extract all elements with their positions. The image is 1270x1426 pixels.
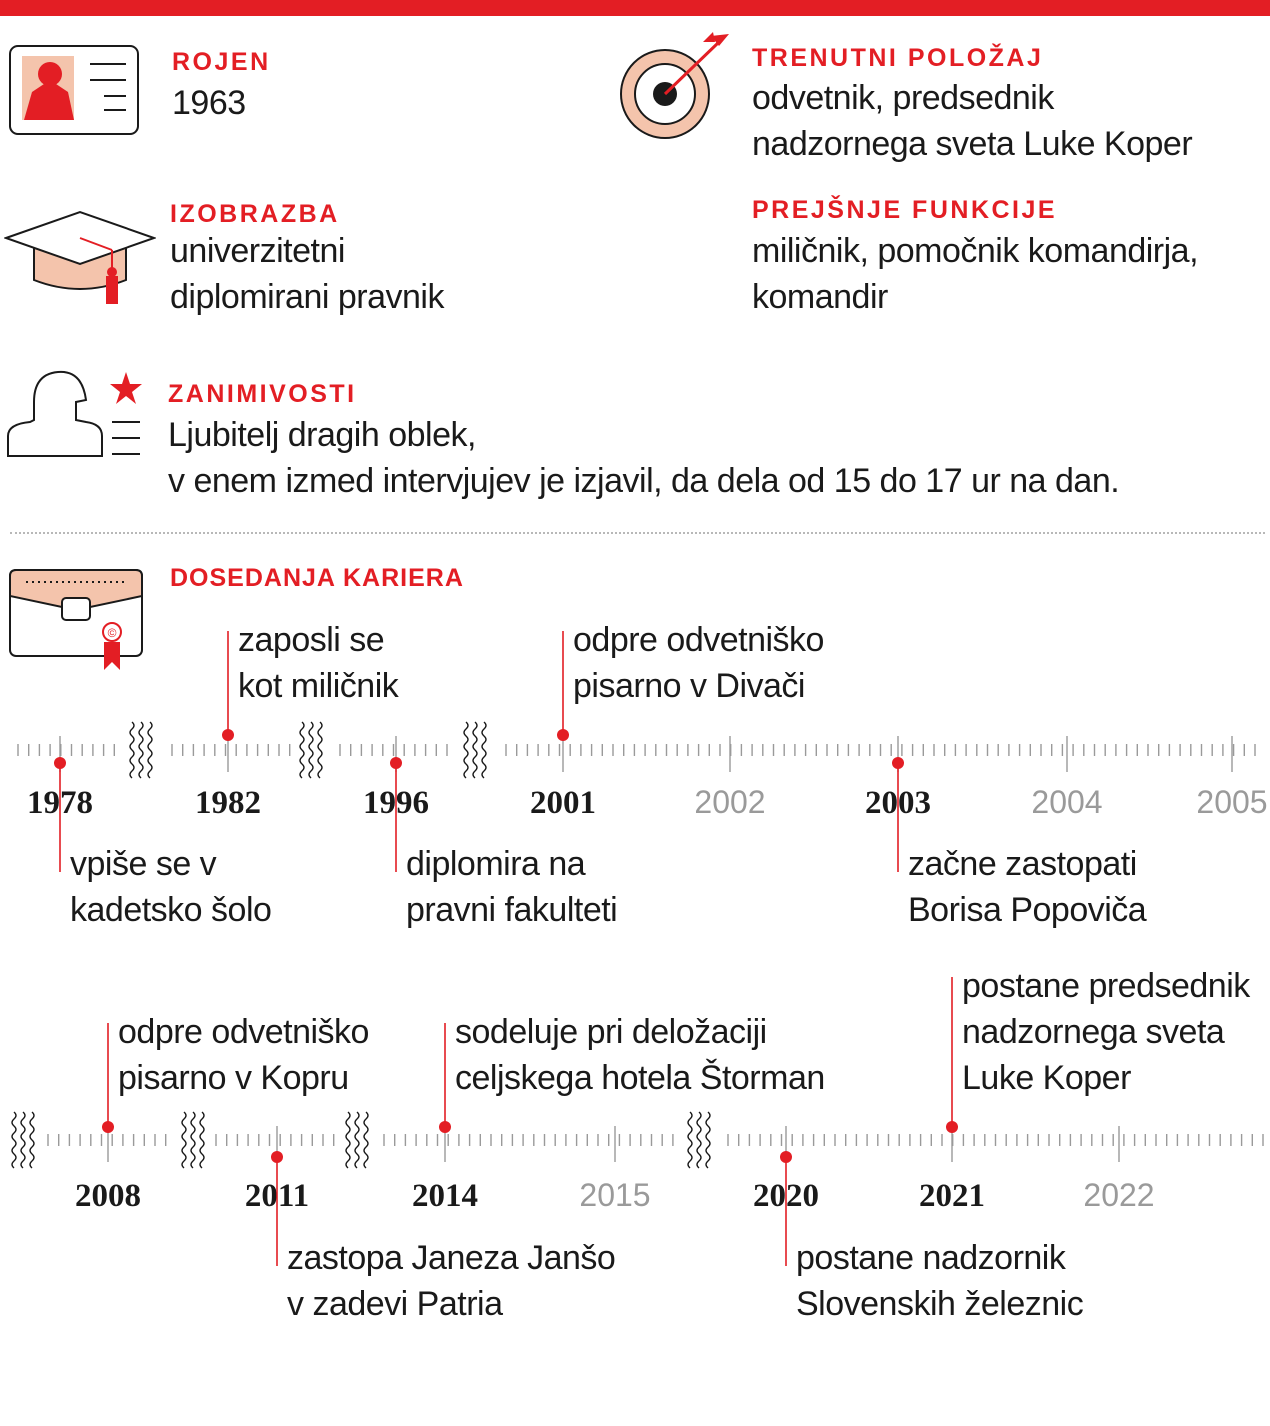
position-line-1: odvetnik, predsednik xyxy=(752,79,1054,117)
event-text-2008: odpre odvetniško xyxy=(118,1013,369,1051)
event-text-2021: postane predsednik xyxy=(962,967,1250,1005)
year-label-2008: 2008 xyxy=(75,1178,141,1214)
event-text-1996: pravni fakulteti xyxy=(406,891,618,929)
year-label-2005: 2005 xyxy=(1196,784,1268,820)
position-line-2: nadzornega sveta Luke Koper xyxy=(752,125,1193,163)
year-label-2001: 2001 xyxy=(530,785,596,821)
event-text-2021: nadzornega sveta xyxy=(962,1013,1225,1051)
timeline-break-icon xyxy=(318,722,322,778)
timeline-break-icon xyxy=(300,722,304,778)
timeline-break-icon xyxy=(200,1112,204,1168)
previous-line-2: komandir xyxy=(752,278,888,316)
event-text-1982: zaposli se xyxy=(238,621,385,659)
education-line-1: univerzitetni xyxy=(170,232,345,270)
timeline-break-icon xyxy=(309,722,313,778)
timeline-break-icon xyxy=(482,722,486,778)
year-label-1996: 1996 xyxy=(363,785,429,821)
timeline-break-icon xyxy=(706,1112,710,1168)
year-label-2022: 2022 xyxy=(1083,1177,1155,1213)
year-label-2011: 2011 xyxy=(244,1178,310,1214)
timeline-break-icon xyxy=(130,722,134,778)
event-text-2011: zastopa Janeza Janšo xyxy=(287,1239,616,1277)
timeline-break-icon xyxy=(355,1112,359,1168)
event-text-1996: diplomira na xyxy=(406,845,586,883)
event-text-2001: odpre odvetniško xyxy=(573,621,824,659)
timeline-break-icon xyxy=(473,722,477,778)
year-label-2014: 2014 xyxy=(412,1178,478,1214)
timeline-break-icon xyxy=(191,1112,195,1168)
year-label-2004: 2004 xyxy=(1031,784,1103,820)
year-label-2015: 2015 xyxy=(579,1177,651,1213)
timeline-break-icon xyxy=(21,1112,25,1168)
position-label: TRENUTNI POLOŽAJ xyxy=(752,44,1044,72)
born-label: ROJEN xyxy=(172,48,271,76)
timeline-break-icon xyxy=(346,1112,350,1168)
event-text-1978: kadetsko šolo xyxy=(70,891,272,929)
timeline-break-icon xyxy=(12,1112,16,1168)
event-text-2003: začne zastopati xyxy=(908,845,1137,883)
timeline-break-icon xyxy=(697,1112,701,1168)
event-text-2001: pisarno v Divači xyxy=(573,667,805,705)
year-label-2020: 2020 xyxy=(753,1178,819,1214)
trivia-line-2: v enem izmed intervjujev je izjavil, da dela od 15 do 17 ur na dan. xyxy=(168,462,1120,500)
event-text-1982: kot miličnik xyxy=(238,667,399,705)
timeline-break-icon xyxy=(688,1112,692,1168)
event-text-1978: vpiše se v xyxy=(70,845,217,883)
education-label: IZOBRAZBA xyxy=(170,200,340,228)
event-text-2014: celjskega hotela Štorman xyxy=(455,1059,825,1097)
year-label-2002: 2002 xyxy=(694,784,766,820)
career-label: DOSEDANJA KARIERA xyxy=(170,564,464,592)
timeline-break-icon xyxy=(464,722,468,778)
event-text-2003: Borisa Popoviča xyxy=(908,891,1147,929)
timeline-break-icon xyxy=(139,722,143,778)
event-text-2021: Luke Koper xyxy=(962,1059,1131,1097)
timeline-break-icon xyxy=(30,1112,34,1168)
event-text-2020: postane nadzornik xyxy=(796,1239,1066,1277)
year-label-1982: 1982 xyxy=(195,785,261,821)
svg-text:©: © xyxy=(107,626,117,640)
timeline-break-icon xyxy=(364,1112,368,1168)
education-line-2: diplomirani pravnik xyxy=(170,278,444,316)
year-label-1978: 1978 xyxy=(27,785,93,821)
event-text-2011: v zadevi Patria xyxy=(287,1285,503,1323)
timeline-break-icon xyxy=(148,722,152,778)
trivia-label: ZANIMIVOSTI xyxy=(168,380,357,408)
year-label-2021: 2021 xyxy=(919,1178,985,1214)
previous-label: PREJŠNJE FUNKCIJE xyxy=(752,196,1058,224)
event-text-2014: sodeluje pri deložaciji xyxy=(455,1013,767,1051)
year-label-2003: 2003 xyxy=(865,785,931,821)
event-text-2008: pisarno v Kopru xyxy=(118,1059,349,1097)
trivia-line-1: Ljubitelj dragih oblek, xyxy=(168,416,476,454)
event-text-2020: Slovenskih železnic xyxy=(796,1285,1084,1323)
previous-line-1: miličnik, pomočnik komandirja, xyxy=(752,232,1199,270)
timeline-break-icon xyxy=(182,1112,186,1168)
born-value: 1963 xyxy=(172,84,246,122)
